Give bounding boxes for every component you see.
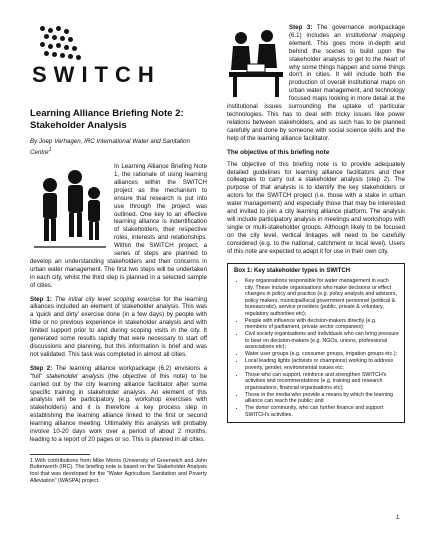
box-list-item: • Key organisations responsible for water management in each city. These include organisations who make decisions or effect changes in policy and practice (e.g. policy analysts and advisors, policy makers, municipal/local government personnel (political & bureaucratic), service providers (public, private & voluntary, regulatory authorities etc); bbox=[245, 278, 399, 317]
objective-heading: The objective of this briefing note bbox=[227, 148, 330, 156]
step1-italic: The initial city level scoping exercise bbox=[54, 295, 161, 303]
box-list-item: • Civil society organisations and individuals who can bring pressure to bear on decision-makers (e.g. NGOs, unions, professional associations etc); bbox=[245, 331, 399, 351]
step3-italic: institutional mapping bbox=[345, 31, 406, 39]
step3-paragraph bbox=[227, 24, 405, 143]
box-title: Box 1: Key stakeholder types in SWITCH bbox=[234, 268, 351, 275]
box-list-item: • Those in the media who provide a means by which the learning alliance can reach the public; and bbox=[245, 392, 399, 405]
step1-paragraph bbox=[30, 296, 207, 359]
footnote-rule bbox=[30, 454, 90, 455]
page-number: 1 bbox=[396, 515, 400, 521]
step2-pre: The learning alliance workpackage (6.2) envisions a "full" bbox=[30, 364, 207, 380]
box-list bbox=[234, 278, 399, 418]
byline bbox=[30, 138, 207, 157]
box-list-item: • Water user groups (e.g. consumer groups, irrigation groups etc.); bbox=[245, 351, 399, 358]
box-list-item: • Local leading lights (activists or champions) working to address poverty, gender, environmental issues etc; bbox=[245, 358, 399, 371]
switch-logo-word: SWITCH bbox=[32, 62, 161, 87]
step3-pre: The governance workpackage (6.1) includes an bbox=[289, 24, 405, 39]
box-list-item: • Those who can support, reinforce and strengthen SWITCH's activities and recommendations (e.g. training and research organisations, financial organisations etc); bbox=[245, 372, 399, 392]
stakeholder-types-box bbox=[227, 263, 405, 423]
footnote: 1 With contributions from Mike Morris (University of Greenwich and John Butterworth (IRC). The briefing note is based on the Stakeholder Analysis tool that was developed for the "Water Agriculture Sanitation and Poverty Alleviation" (WASPA) project. bbox=[30, 457, 207, 484]
byline-text: By Joep Verhagen, IRC International Water and Sanitation Centre bbox=[30, 138, 190, 157]
box-list-item: • The donor community, who can further finance and support SWITCH's activities. bbox=[245, 405, 399, 418]
switch-logo-dots bbox=[38, 24, 98, 64]
step1-text: for the learning alliances included an element of stakeholder analysis. This was a 'quick and dirty' exercise done (in a few days) by people with little or no previous experience in stakeholder analysis and with limited support prior to and during scoping visits in the city. It generated some results rapidly that were necessary to start off discussions and planning, but this information is brief and was not validated. This task was completed in almost all cities. bbox=[30, 295, 207, 358]
page-title: Learning Alliance Briefing Note 2: Stakeholder Analysis bbox=[30, 108, 184, 131]
meeting-illustration bbox=[227, 26, 285, 100]
intro-paragraph: In Learning Alliance Briefing Note 1, the rationale of using learning alliances within the SWITCH project as the mechanism to ensure that research is put into use through the project was outlined. One key to an effective learning alliance is indentification of stakeholders, their respective roles, interests and relationships. Within the SWITCH project, a series of steps are planned to develop an understanding stakeholders and their concerns in urban water management. The first two steps will be undertaken in each city, whilst the third step is planned in a selected sample of cities. bbox=[30, 163, 207, 289]
step1-label: Step 1: bbox=[30, 295, 52, 303]
step3-text: element. This goes more in-depth and behind the scenes to build upon the stakeholder analysis to get to the heart of why some things happen and some things don't in cities. It will include both the production of overall institutional maps on urban water management, and technology focused maps looking in more detail at the institutional issues surrounding the uptake of particular technologies. This has to deal with tricky issues like power relations between stakeholders, and as such has to be planned carefully and done by someone with social science skills and the help of the learning alliance facilitator. bbox=[227, 39, 405, 142]
step2-paragraph bbox=[30, 365, 207, 444]
byline-footnote-mark: 1 bbox=[48, 147, 52, 153]
step3-label: Step 3: bbox=[289, 24, 313, 31]
right-column bbox=[227, 24, 405, 423]
objective-paragraph: The objective of this briefing note is to provide adequately detailed guidelines for learning alliance facilitators and their colleagues to carry out a stakeholder analysis (step 2). The purpose of that analysis is to identify the key stakeholders or actors for the SWITCH project (i.e. those with a stake in urban water management) and especially those that may be interested and invited to join a city learning alliance platform. The analysis will include participatory analysis in meetings and workshops with single or multi-stakeholder groups. Although likely to be focused on the city level, vertical linkages will need to be carefully considered (e.g. to the national, catchment or local level). Users of this note are expected to adapt it for use in their own city. bbox=[227, 160, 405, 255]
stakeholder-illustration bbox=[30, 163, 110, 251]
step2-label: Step 2: bbox=[30, 364, 53, 372]
box-list-item: • People with influence with decision-makers directly (e.g. members of parliament, private sector companies); bbox=[245, 318, 399, 331]
step2-text: (the objective of this note) to be carried out by the city learning alliance facilitator after some specific training in stakeholder analysis. An element of this analysis will be participatory (e.g. workshop exercises with stakeholders) and it is therefore a key process step in establishing the learning alliance linked to the first or second learning alliance meeting. Ultimately this analysis will probably involve 10-20 days work over a period of about 2 months, leading to a report of 20 pages or so. This is planned in all cities. bbox=[30, 372, 208, 443]
step2-italic: stakeholder analysis bbox=[46, 372, 105, 380]
left-column bbox=[30, 24, 207, 484]
